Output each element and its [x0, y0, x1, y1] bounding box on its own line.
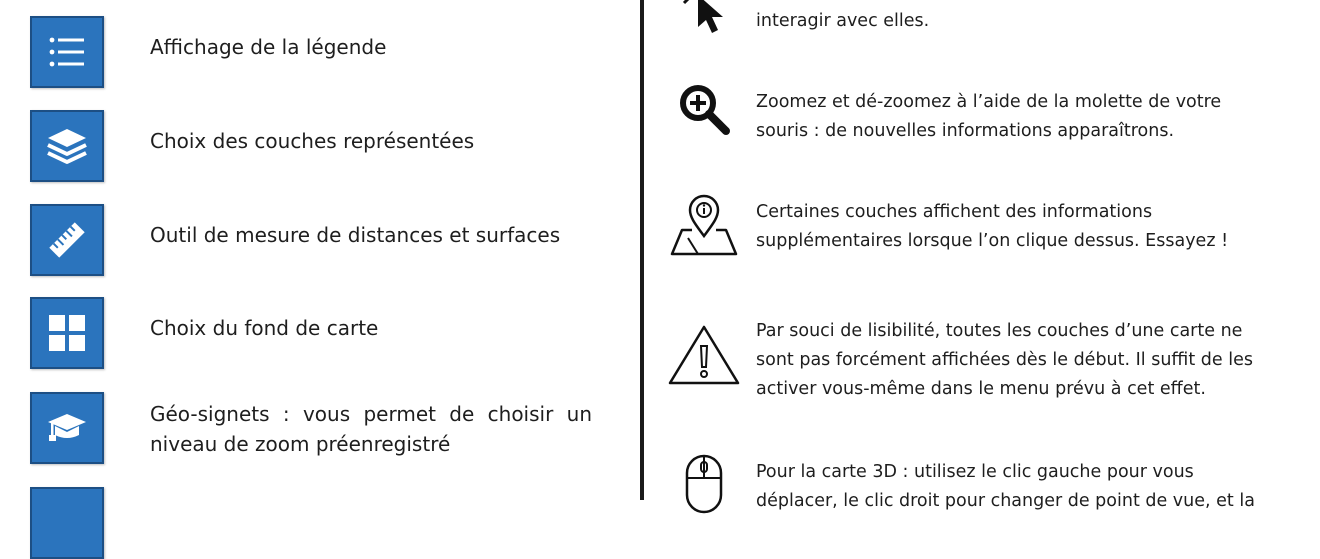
bookmarks-button[interactable] [30, 392, 104, 464]
warning-text-line-3: activer vous-même dans le menu prévu à cet effet. [756, 379, 1206, 399]
zoom-text-line-2: souris : de nouvelles informations apparaîtrons. [756, 121, 1175, 141]
map-info-pin-icon [668, 190, 740, 264]
cursor-text [756, 7, 1296, 36]
cursor-icon-wrap [664, 0, 744, 48]
layers-icon [45, 126, 89, 166]
zoom-in-icon [674, 79, 734, 143]
basemap-label: Choix du fond de carte [150, 316, 379, 340]
bookmarks-label: Géo-signets : vous permet de choisir un niveau de zoom préenregistré [150, 402, 592, 456]
measure-button[interactable] [30, 204, 104, 276]
mouse-icon-wrap [664, 450, 744, 520]
info-icon-wrap [664, 192, 744, 262]
basemap-grid-icon [48, 314, 86, 352]
info-text [756, 198, 1296, 256]
cursor-text-line: interagir avec elles. [756, 11, 930, 31]
column-divider [640, 0, 644, 500]
info-text-line-2: supplémentaires lorsque l’on clique dessus. Essayez ! [756, 231, 1229, 251]
layers-button[interactable] [30, 110, 104, 182]
zoom-text [756, 88, 1296, 146]
legend-list-icon [47, 34, 87, 70]
mouse-text [756, 458, 1296, 516]
mouse-icon [679, 450, 729, 520]
cursor-icon [676, 0, 732, 43]
basemap-button[interactable] [30, 297, 104, 369]
mouse-text-line-1: Pour la carte 3D : utilisez le clic gauche pour vous [756, 462, 1194, 482]
zoom-icon-wrap [664, 76, 744, 146]
mouse-text-line-2: déplacer, le clic droit pour changer de point de vue, et la [756, 491, 1255, 511]
warning-text-line-2: sont pas forcément affichées dès le début. Il suffit de les [756, 350, 1253, 370]
warning-icon-wrap [664, 322, 744, 392]
bookmark-hat-icon [45, 408, 89, 448]
legend-label: Affichage de la légende [150, 35, 387, 59]
legend-button[interactable] [30, 16, 104, 88]
info-text-line-1: Certaines couches affichent des informations [756, 202, 1153, 222]
warning-text-line-1: Par souci de lisibilité, toutes les couches d’une carte ne [756, 321, 1243, 341]
measure-label: Outil de mesure de distances et surfaces [150, 223, 561, 247]
warning-text [756, 317, 1296, 404]
ruler-icon [47, 220, 87, 260]
layers-label: Choix des couches représentées [150, 129, 475, 153]
zoom-text-line-1: Zoomez et dé-zoomez à l’aide de la molette de votre [756, 92, 1222, 112]
warning-icon [666, 322, 742, 392]
next-tool-button[interactable] [30, 487, 104, 559]
